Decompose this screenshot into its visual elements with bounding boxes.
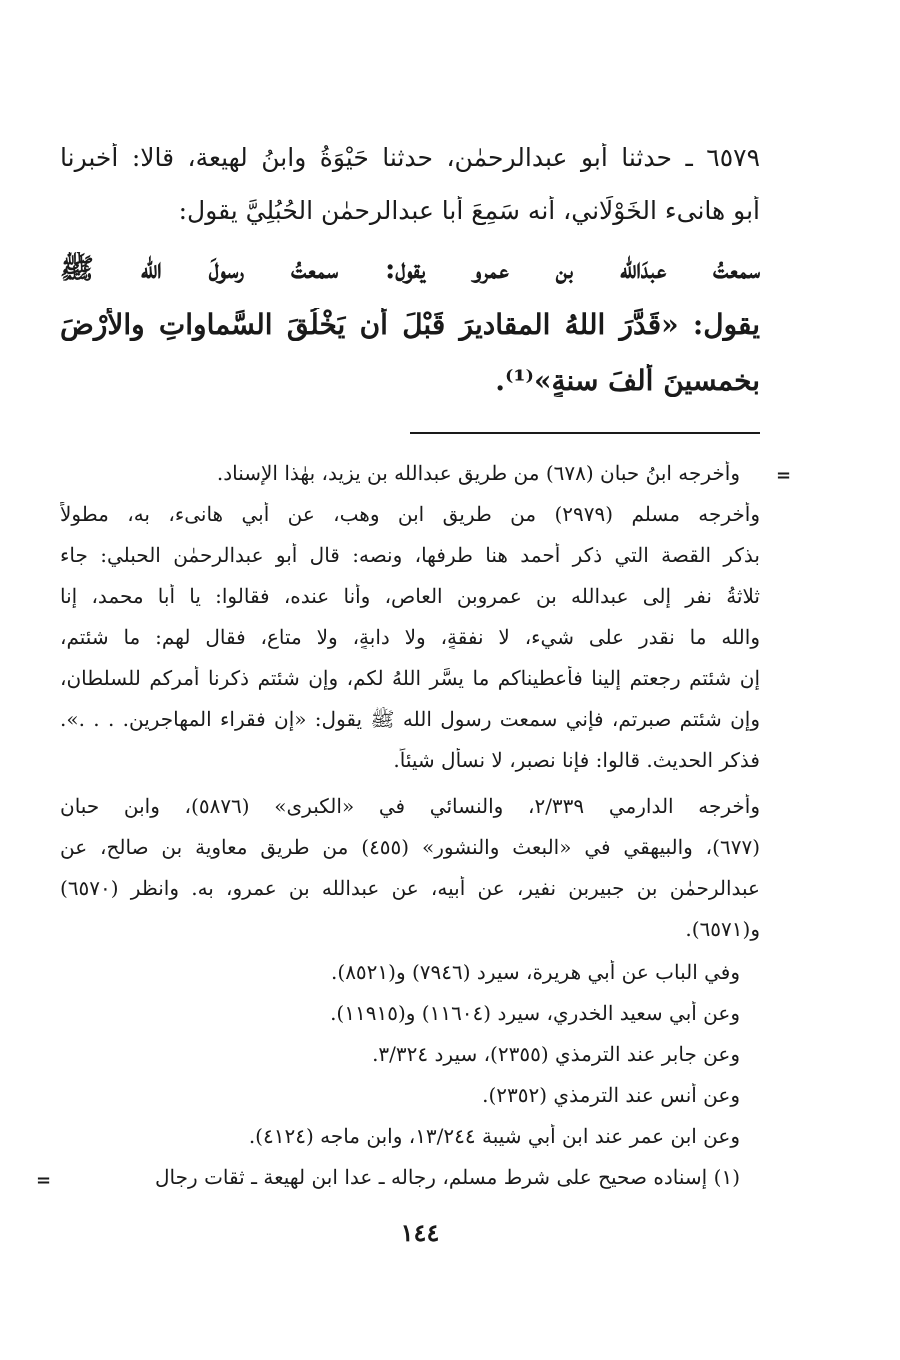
footnote-line-17: وعن ابن عمر عند ابن أبي شيبة ١٣/٢٤٤، وابن ماجه (٤١٢٤). (248, 1124, 740, 1148)
hadith-text-line-1: سمعتُ عبدَالله بن عمرو يقول: سمعتُ رسولَ الله ﷺ (60, 252, 760, 285)
footnote-line-12: و(٦٥٧١). (685, 917, 760, 941)
footnote-line-18: (١) إسناده صحيح على شرط مسلم، رجاله ـ عدا ابن لهيعة ـ ثقات رجال (155, 1165, 740, 1189)
hadith-text-line-3: بخمسينَ ألفَ سنةٍ»⁽¹⁾. (495, 364, 760, 397)
footnote-line-15: وعن جابر عند الترمذي (٢٣٥٥)، سيرد ٣/٣٢٤. (372, 1042, 740, 1066)
main-text-line-2: أبو هانىء الخَوْلَاني، أنه سَمِعَ أبا عبدالرحمٰن الحُبُلِيَّ يقول: (178, 196, 760, 225)
footnote-line-2: وأخرجه مسلم (٢٩٧٩) من طريق ابن وهب، عن أبي هانىء، به، مطولاً (60, 502, 760, 526)
footnote-line-3: بذكر القصة التي ذكر أحمد هنا طرفها، ونصه: قال أبو عبدالرحمٰن الحبلي: جاء (60, 543, 760, 567)
footnote-continuation-mark-top: = (776, 465, 792, 486)
footnote-line-11: عبدالرحمٰن بن جبيربن نفير، عن أبيه، عن عبدالله بن عمرو، به. وانظر (٦٥٧٠) (60, 876, 760, 900)
footnote-continuation-mark-bottom: = (36, 1170, 52, 1191)
page-number: ١٤٤ (400, 1218, 440, 1247)
footnote-line-5: والله ما نقدر على شيء، لا نفقةٍ، ولا دابةٍ، ولا متاع، فقال لهم: ما شئتم، (60, 625, 760, 649)
footnote-line-9: وأخرجه الدارمي ٢/٣٣٩، والنسائي في «الكبرى» (٥٨٧٦)، وابن حبان (60, 794, 760, 818)
footnote-line-8: فذكر الحديث. قالوا: فإنا نصبر، لا نسأل شيئاً. (393, 748, 760, 772)
footnote-line-7: وإن شئتم صبرتم، فإني سمعت رسول الله ﷺ يقول: «إن فقراء المهاجرين. . . .». (60, 707, 760, 731)
main-text-line-1: ٦٥٧٩ ـ حدثنا أبو عبدالرحمٰن، حدثنا حَيْوَةُ وابنُ لهيعة، قالا: أخبرنا (60, 143, 760, 172)
footnote-line-13: وفي الباب عن أبي هريرة، سيرد (٧٩٤٦) و(٨٥٢١). (331, 960, 740, 984)
hadith-text-line-2: يقول: «قَدَّرَ اللهُ المقاديرَ قَبْلَ أن يَخْلُقَ السَّماواتِ والأَرْضَ (60, 308, 760, 341)
footnote-line-4: ثلاثةُ نفرٍ إلى عبدالله بن عمروبن العاص، وأنا عنده، فقالوا: يا أبا محمد، إنا (60, 584, 760, 608)
footnote-separator (410, 432, 760, 434)
footnote-line-1: وأخرجه ابنُ حبان (٦٧٨) من طريق عبدالله بن يزيد، بهٰذا الإسناد. (216, 461, 740, 485)
footnote-line-6: إن شئتم رجعتم إلينا فأعطيناكم ما يسَّر اللهُ لكم، وإن شئتم ذكرنا أمركم للسلطان، (60, 666, 760, 690)
footnote-line-16: وعن أنس عند الترمذي (٢٣٥٢). (482, 1083, 740, 1107)
footnote-line-14: وعن أبي سعيد الخدري، سيرد (١١٦٠٤) و(١١٩١٥). (330, 1001, 740, 1025)
footnote-line-10: (٦٧٧)، والبيهقي في «البعث والنشور» (٤٥٥) من طريق معاوية بن صالح، عن (60, 835, 760, 859)
